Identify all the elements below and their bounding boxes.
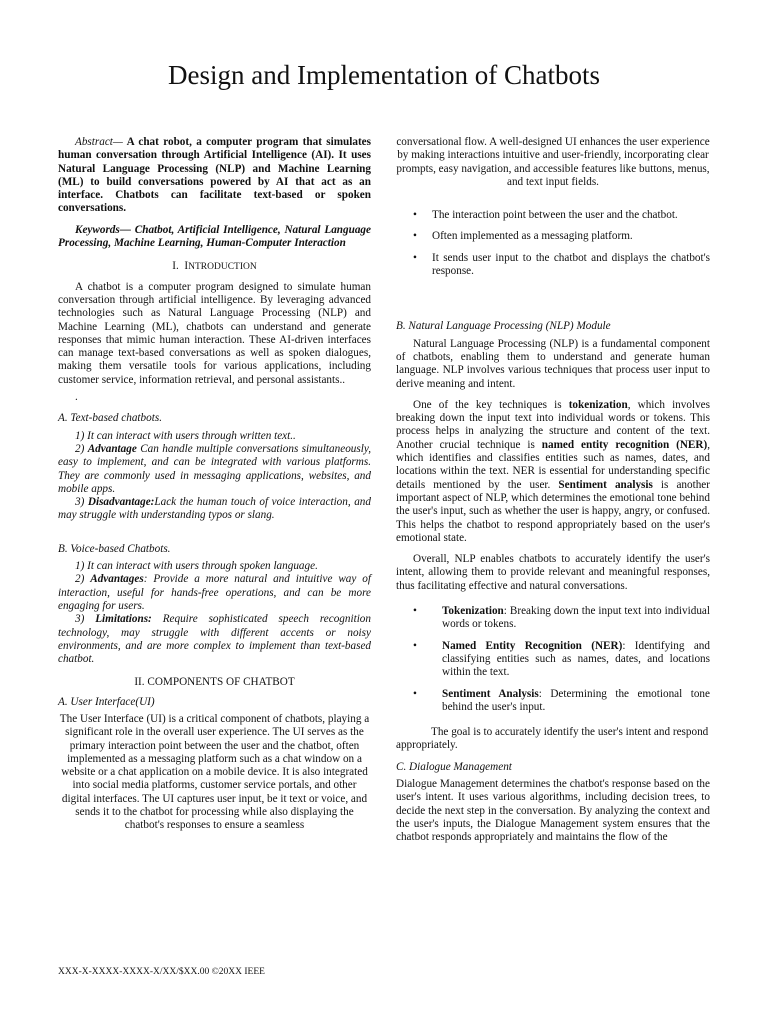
voice-based-item-2-num: 2) bbox=[75, 573, 91, 586]
list-item-text: : Determining the emotional tone behind the user's input. bbox=[442, 687, 710, 713]
list-item-text: : Identifying and classifying entities such as names, dates, and locations within the text. bbox=[442, 639, 710, 679]
ui-body-continued: conversational flow. A well-designed UI enhances the user experience by making interactions intuitive and user-friendly, incorporating clear prompts, easy navigation, and accessible features like buttons, menus, and text input fields. bbox=[396, 136, 710, 188]
list-item-label: Named Entity Recognition (NER) bbox=[442, 639, 623, 652]
ui-bullet-list bbox=[396, 209, 710, 278]
voice-based-item-3-text: Require sophisticated speech recognition technology, may struggle with different accents or noisy environments, and are more complex to implement than text-based chatbot. bbox=[58, 613, 371, 666]
voice-based-item-2-text: : Provide a more natural and intuitive way of interaction, useful for hands-free operations, and can be more engaging for users. bbox=[58, 573, 371, 612]
voice-based-item-2-label: Advantages bbox=[90, 573, 144, 586]
list-item bbox=[396, 688, 710, 715]
voice-based-heading: B. Voice-based Chatbots. bbox=[58, 542, 171, 555]
right-column bbox=[396, 136, 710, 844]
list-item bbox=[396, 640, 710, 680]
text-based-item-3-text: Lack the human touch of voice interaction, and may struggle with understanding typos or slang. bbox=[58, 496, 371, 522]
footer-copyright: XXX-X-XXXX-XXXX-X/XX/$XX.00 ©20XX IEEE bbox=[58, 967, 265, 977]
abstract bbox=[58, 136, 371, 216]
introduction-body: A chatbot is a computer program designed to simulate human conversation through artificial intelligence. By leveraging advanced technologies such as Natural Language Processing (NLP) and Machine Learning (ML), chatbots can understand and generate responses that mimic human interaction. These AI-driven interfaces can manage text-based conversations as well as spoken dialogues, making them versatile tools for various applications, including customer service, information retrieval, and personal assistants.. bbox=[58, 280, 371, 386]
text-based-item-2-label: Advantage bbox=[87, 442, 137, 455]
text-based-item-2 bbox=[58, 443, 371, 496]
list-item: • The interaction point between the user and the chatbot. bbox=[396, 209, 710, 222]
ui-heading: A. User Interface(UI) bbox=[58, 695, 155, 708]
introduction-dot: . bbox=[75, 391, 78, 404]
text-based-item-3-num: 3) bbox=[75, 496, 88, 509]
nlp-p2-a: One of the key techniques is bbox=[413, 398, 569, 411]
nlp-p2-ner: named entity recognition (NER) bbox=[541, 438, 708, 451]
introduction-heading-rest: NTRODUCTION bbox=[188, 262, 257, 273]
list-item: • Often implemented as a messaging platform. bbox=[396, 230, 710, 243]
paper-title: Design and Implementation of Chatbots bbox=[168, 60, 600, 90]
text-based-heading: A. Text-based chatbots. bbox=[58, 412, 162, 425]
nlp-p2-d: , which identifies and classifies entities such as names, dates, and locations within the text. NER is essential for understanding specific details mentioned by the user. bbox=[396, 438, 710, 491]
voice-based-item-3-label: Limitations: bbox=[95, 613, 152, 626]
nlp-paragraph-3: Overall, NLP enables chatbots to accurately identify the user's intent, allowing them to provide relevant and meaningful responses, thus facilitating effective and natural conversations. bbox=[396, 553, 710, 592]
voice-based-item-1: 1) It can interact with users through spoken language. bbox=[75, 560, 318, 573]
nlp-goal: The goal is to accurately identify the user's intent and respond appropriately. bbox=[396, 726, 709, 752]
list-item: • It sends user input to the chatbot and displays the chatbot's response. bbox=[396, 252, 710, 279]
list-item-label: Sentiment Analysis bbox=[442, 687, 539, 700]
introduction-heading-num: I. bbox=[172, 260, 179, 273]
text-based-item-3 bbox=[58, 496, 371, 523]
introduction-heading bbox=[58, 260, 371, 274]
nlp-p2-sentiment: Sentiment analysis bbox=[558, 478, 653, 491]
keywords-text: Chatbot, Artificial Intelligence, Natural Language Processing, Machine Learning, Human-Computer Interaction bbox=[58, 223, 371, 250]
nlp-heading: B. Natural Language Processing (NLP) Module bbox=[396, 320, 611, 333]
keywords bbox=[58, 224, 371, 251]
dialogue-heading: C. Dialogue Management bbox=[396, 760, 512, 773]
text-based-item-2-num: 2) bbox=[75, 442, 88, 455]
voice-based-item-2 bbox=[58, 573, 371, 613]
nlp-p2-e: is another important aspect of NLP, which determines the emotional tone behind the user's input, such as whether the user is happy, angry, or confused. This helps the chatbot to respond appropriately based on the user's emotional state. bbox=[396, 478, 711, 544]
nlp-p2-tokenization: tokenization bbox=[568, 398, 628, 411]
list-item bbox=[396, 605, 710, 632]
abstract-text: A chat robot, a computer program that simulates human conversation through Artificial Intelligence (AI). It uses Natural Language Processing (NLP) and Machine Learning (ML) to build conversations powered by AI that act as an interface. Chatbots can facilitate text-based or spoken conversations. bbox=[58, 136, 371, 215]
introduction-heading-first: I bbox=[184, 260, 189, 273]
voice-based-item-3-num: 3) bbox=[75, 613, 96, 626]
ui-body: The User Interface (UI) is a critical component of chatbots, playing a significant role in the overall user experience. The UI serves as the primary interaction point between the user and the chatbot, often implemented as a messaging platform such as a chat window on a website or a chat application on a mobile device. It is also integrated into social media platforms, customer service portals, and other digital interfaces. The UI captures user input, be it text or voice, and sends it to the chatbot for processing while also displaying the chatbot's responses to ensure a seamless bbox=[59, 712, 370, 832]
abstract-label: Abstract— bbox=[75, 136, 123, 148]
list-item-text: : Breaking down the input text into individual words or tokens. bbox=[442, 605, 710, 631]
text-based-item-3-label: Disadvantage: bbox=[87, 496, 155, 509]
nlp-paragraph-2 bbox=[396, 399, 710, 545]
text-based-item-2-text: Can handle multiple conversations simultaneously, easy to implement, and can be integrated with various platforms. They are commonly used in messaging applications, websites, and mobile apps. bbox=[58, 442, 371, 495]
nlp-p2-c: , which involves breaking down the input text into individual words or tokens. This process helps in analyzing the structure and content of the text. Another crucial technique is bbox=[396, 398, 710, 451]
left-column bbox=[58, 136, 371, 833]
components-heading: II. COMPONENTS OF CHATBOT bbox=[134, 676, 295, 689]
nlp-bullet-list bbox=[396, 605, 710, 714]
nlp-paragraph-1: Natural Language Processing (NLP) is a fundamental component of chatbots, enabling them to understand and generate human language. NLP involves various techniques that process user input to derive meaning and intent. bbox=[396, 337, 710, 390]
text-based-item-1: 1) It can interact with users through written text.. bbox=[75, 429, 296, 442]
keywords-label: Keywords— bbox=[75, 223, 131, 236]
dialogue-body: Dialogue Management determines the chatbot's response based on the user's intent. It uses various algorithms, including decision trees, to decide the next step in the conversation. By analyzing the context and the user's inputs, the Dialogue Management system ensures that the chatbot responds appropriately and maintains the flow of the bbox=[396, 777, 710, 844]
list-item-label: Tokenization bbox=[442, 605, 504, 618]
voice-based-item-3 bbox=[58, 613, 371, 666]
